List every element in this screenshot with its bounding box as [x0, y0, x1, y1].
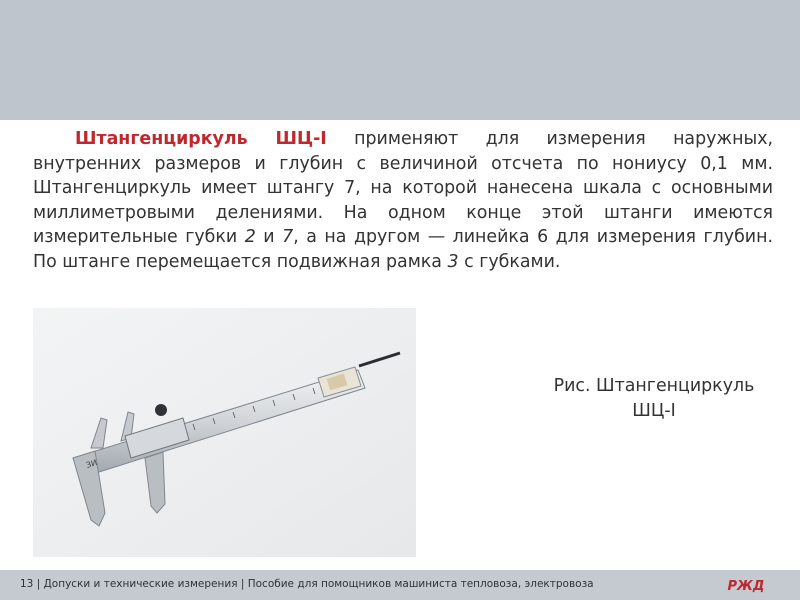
paragraph-text-3: с губками. [458, 251, 561, 272]
lock-screw [155, 404, 167, 416]
jaw-number-b: 7 [282, 227, 294, 248]
paragraph-body [33, 127, 773, 275]
caption-line-1: Рис. Штангенциркуль [553, 376, 755, 396]
caliper-illustration [33, 308, 416, 557]
footer-text: 13 | Допуски и технические измерения | Пособие для помощников машиниста тепловоза, электровоза [20, 578, 594, 590]
caption-line-2: ШЦ-I [632, 401, 676, 421]
caliper-marking: ЗИ [84, 458, 99, 470]
rzd-logo-icon [722, 573, 770, 597]
description-paragraph [33, 127, 773, 275]
jaw-number-a: 2 [244, 227, 256, 248]
header-band [0, 0, 800, 120]
paragraph-text-1: применяют для измерения наружных, внутренних размеров и глубин с величиной отсчета по нониусу 0,1 мм. Штангенциркуль имеет штангу 7, на которой нанесена шкала с основными миллиметровыми делениями. На одном конце этой штанги имеются измерительные губки [33, 129, 774, 248]
figure-caption [520, 374, 788, 424]
instrument-title: Штангенциркуль ШЦ-I [75, 129, 327, 149]
caliper-photo [33, 308, 416, 557]
paragraph-text-2: , а на другом — линейка 6 для измерения глубин. По штанге перемещается подвижная рамка [33, 227, 774, 272]
paragraph-text-and: и [255, 227, 283, 248]
frame-number: 3 [447, 251, 459, 272]
footer-bar [0, 570, 800, 600]
logo-text: РЖД [727, 579, 765, 594]
